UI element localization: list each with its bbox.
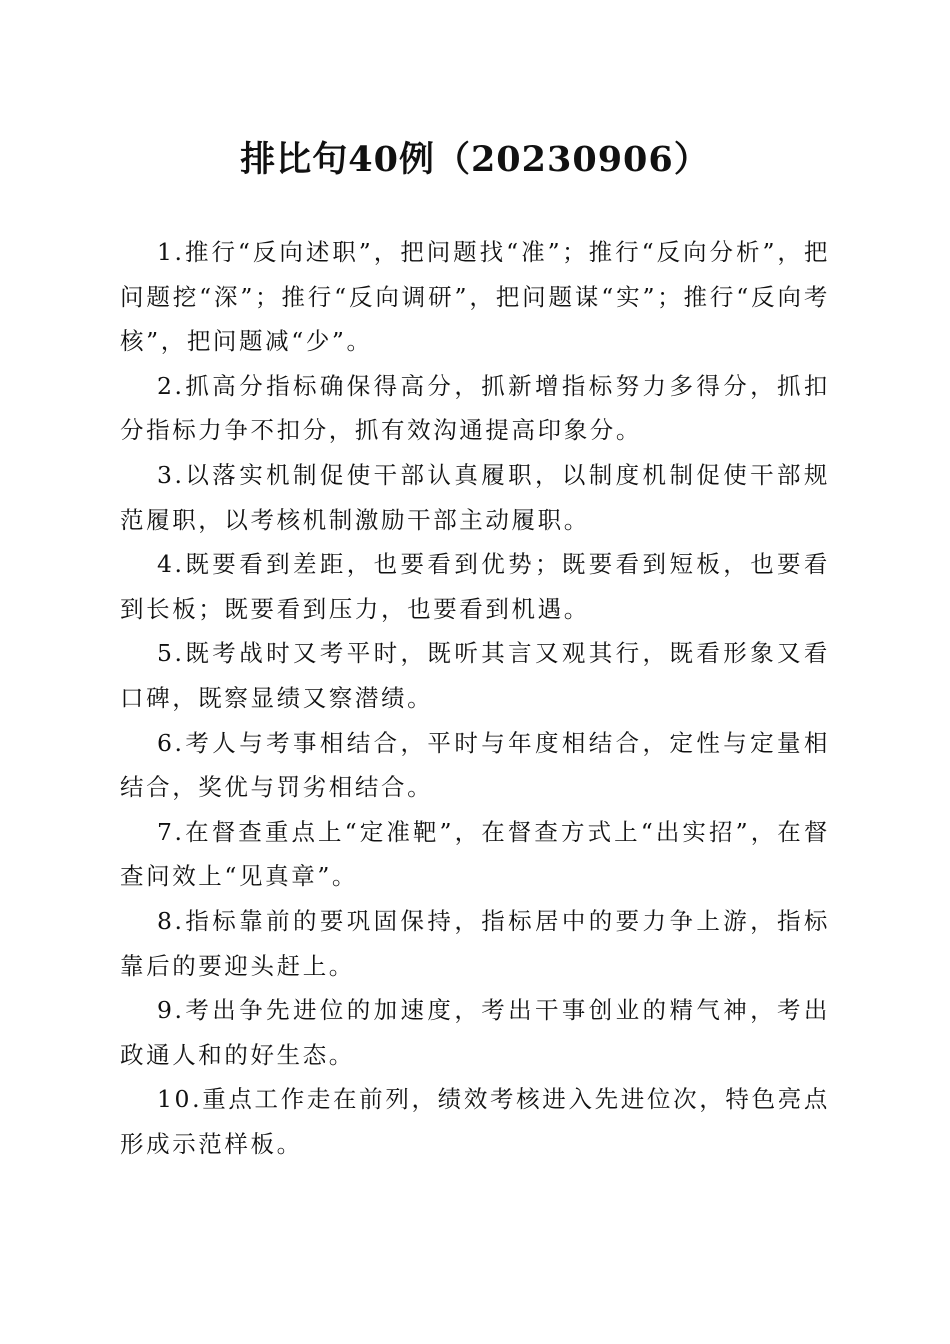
paragraph-8: 8.指标靠前的要巩固保持，指标居中的要力争上游，指标靠后的要迎头赶上。	[120, 906, 830, 980]
document-body	[120, 230, 830, 1166]
paragraph-4: 4.既要看到差距，也要看到优势；既要看到短板，也要看到长板；既要看到压力，也要看到机遇。	[120, 550, 830, 623]
paragraph-2: 2.抓高分指标确保得高分，抓新增指标努力多得分，抓扣分指标力争不扣分，抓有效沟通提高印象分。	[120, 371, 830, 445]
paragraph-1: 1.推行“反向述职”，把问题找“准”；推行“反向分析”，把问题挖“深”；推行“反向调研”，把问题谋“实”；推行“反向考核”，把问题减“少”。	[120, 238, 830, 356]
paragraph-10: 10.重点工作走在前列，绩效考核进入先进位次，特色亮点形成示范样板。	[120, 1085, 830, 1158]
paragraph-6: 6.考人与考事相结合，平时与年度相结合，定性与定量相结合，奖优与罚劣相结合。	[120, 728, 830, 802]
paragraph-7: 7.在督查重点上“定准靶”，在督查方式上“出实招”，在督查问效上“见真章”。	[120, 817, 830, 891]
paragraph-9: 9.考出争先进位的加速度，考出干事创业的精气神，考出政通人和的好生态。	[120, 996, 830, 1069]
paragraph-3: 3.以落实机制促使干部认真履职，以制度机制促使干部规范履职，以考核机制激励干部主动履职。	[120, 460, 830, 534]
paragraph-5: 5.既考战时又考平时，既听其言又观其行，既看形象又看口碑，既察显绩又察潜绩。	[120, 639, 830, 712]
document-title: 排比句40例（20230906）	[240, 139, 710, 180]
